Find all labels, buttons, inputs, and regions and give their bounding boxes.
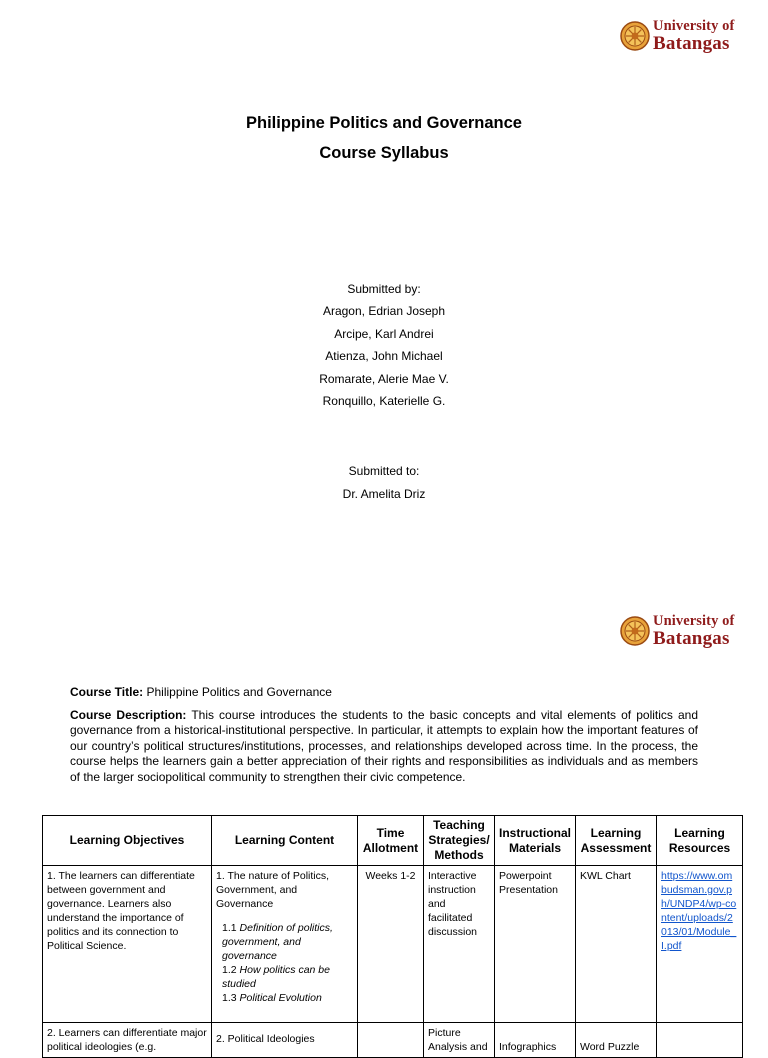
assessment-cell	[576, 1023, 657, 1058]
column-header: Instructional Materials	[495, 816, 576, 866]
column-header: Learning Content	[212, 816, 358, 866]
submitter-name: Ronquillo, Katerielle G.	[322, 394, 446, 408]
content-cell	[212, 1023, 358, 1058]
subtopic-number: 1.2	[222, 964, 237, 976]
objective-cell: 1. The learners can differentiate between government and governance. Learners also understand the importance of politics and its connection to Political Science.	[43, 866, 212, 1023]
submitted-to-name: Dr. Amelita Driz	[342, 487, 426, 501]
resource-link[interactable]: https://www.ombudsman.gov.ph/UNDP4/wp-content/uploads/2013/01/Module_I.pdf	[661, 870, 737, 952]
university-logo	[620, 614, 734, 648]
content-subtopic	[222, 921, 353, 963]
table-row	[43, 866, 743, 1023]
column-header: Learning Assessment	[576, 816, 657, 866]
content-cell	[212, 866, 358, 1023]
content-subtopic	[222, 963, 353, 991]
column-header: Learning Objectives	[43, 816, 212, 866]
strategy-cell: Interactive instruction and facilitated discussion	[424, 866, 495, 1023]
submitted-to-label: Submitted to:	[348, 464, 420, 478]
assessment-text: Word Puzzle	[580, 1041, 640, 1053]
university-seal-icon	[620, 21, 650, 51]
subtopic-text: Definition of politics, government, and governance	[222, 922, 333, 962]
table-row	[43, 1023, 743, 1058]
time-cell	[358, 1023, 424, 1058]
materials-text: Infographics	[499, 1041, 557, 1053]
strategy-cell: Picture Analysis and	[424, 1023, 495, 1058]
syllabus-table	[42, 815, 743, 1058]
content-main: 1. The nature of Politics, Government, and Governance	[216, 870, 330, 910]
column-header: Learning Resources	[657, 816, 743, 866]
subtopic-text: How politics can be studied	[222, 964, 330, 990]
column-header: Time Allotment	[358, 816, 424, 866]
document-subtitle: Course Syllabus	[319, 144, 449, 162]
logo-line2: Batangas	[653, 627, 730, 649]
column-header: Teaching Strategies/ Methods	[424, 816, 495, 866]
course-title-value: Philippine Politics and Governance	[146, 685, 332, 699]
content-main: 2. Political Ideologies	[216, 1033, 315, 1045]
submitter-name: Romarate, Alerie Mae V.	[319, 372, 449, 386]
subtopic-text: Political Evolution	[239, 992, 322, 1004]
logo-line2: Batangas	[653, 32, 730, 54]
course-title	[70, 685, 332, 699]
table-header-row	[43, 816, 743, 866]
course-description-text: This course introduces the students to the basic concepts and vital elements of politics and governance from a historical-institutional perspective. In particular, it attempts to explain how the important features of our country’s political structures/institutions, processes, and relationships developed across time. In the process, the course helps the learners gain a better appreciation of their rights and responsibilities as individuals and as members of the larger sociopolitical community to strengthen their civic competence.	[70, 708, 698, 784]
university-logo	[620, 19, 734, 53]
submitted-by-label: Submitted by:	[347, 282, 421, 296]
resources-cell	[657, 866, 743, 1023]
university-seal-icon	[620, 616, 650, 646]
materials-cell: Powerpoint Presentation	[495, 866, 576, 1023]
logo-line1: University of	[653, 18, 735, 34]
submitter-name: Arcipe, Karl Andrei	[334, 327, 434, 341]
resources-cell	[657, 1023, 743, 1058]
materials-cell	[495, 1023, 576, 1058]
objective-cell: 2. Learners can differentiate major political ideologies (e.g.	[43, 1023, 212, 1058]
assessment-cell: KWL Chart	[576, 866, 657, 1023]
content-subtopic	[222, 991, 353, 1005]
subtopic-number: 1.1	[222, 922, 237, 934]
subtopic-number: 1.3	[222, 992, 237, 1004]
course-description-label: Course Description:	[70, 708, 187, 722]
course-title-label: Course Title:	[70, 685, 144, 699]
submitter-name: Aragon, Edrian Joseph	[322, 304, 446, 318]
submitter-name: Atienza, John Michael	[325, 349, 443, 363]
logo-line1: University of	[653, 613, 735, 629]
course-description	[70, 708, 698, 785]
time-cell: Weeks 1-2	[358, 866, 424, 1023]
document-title: Philippine Politics and Governance	[246, 114, 522, 132]
